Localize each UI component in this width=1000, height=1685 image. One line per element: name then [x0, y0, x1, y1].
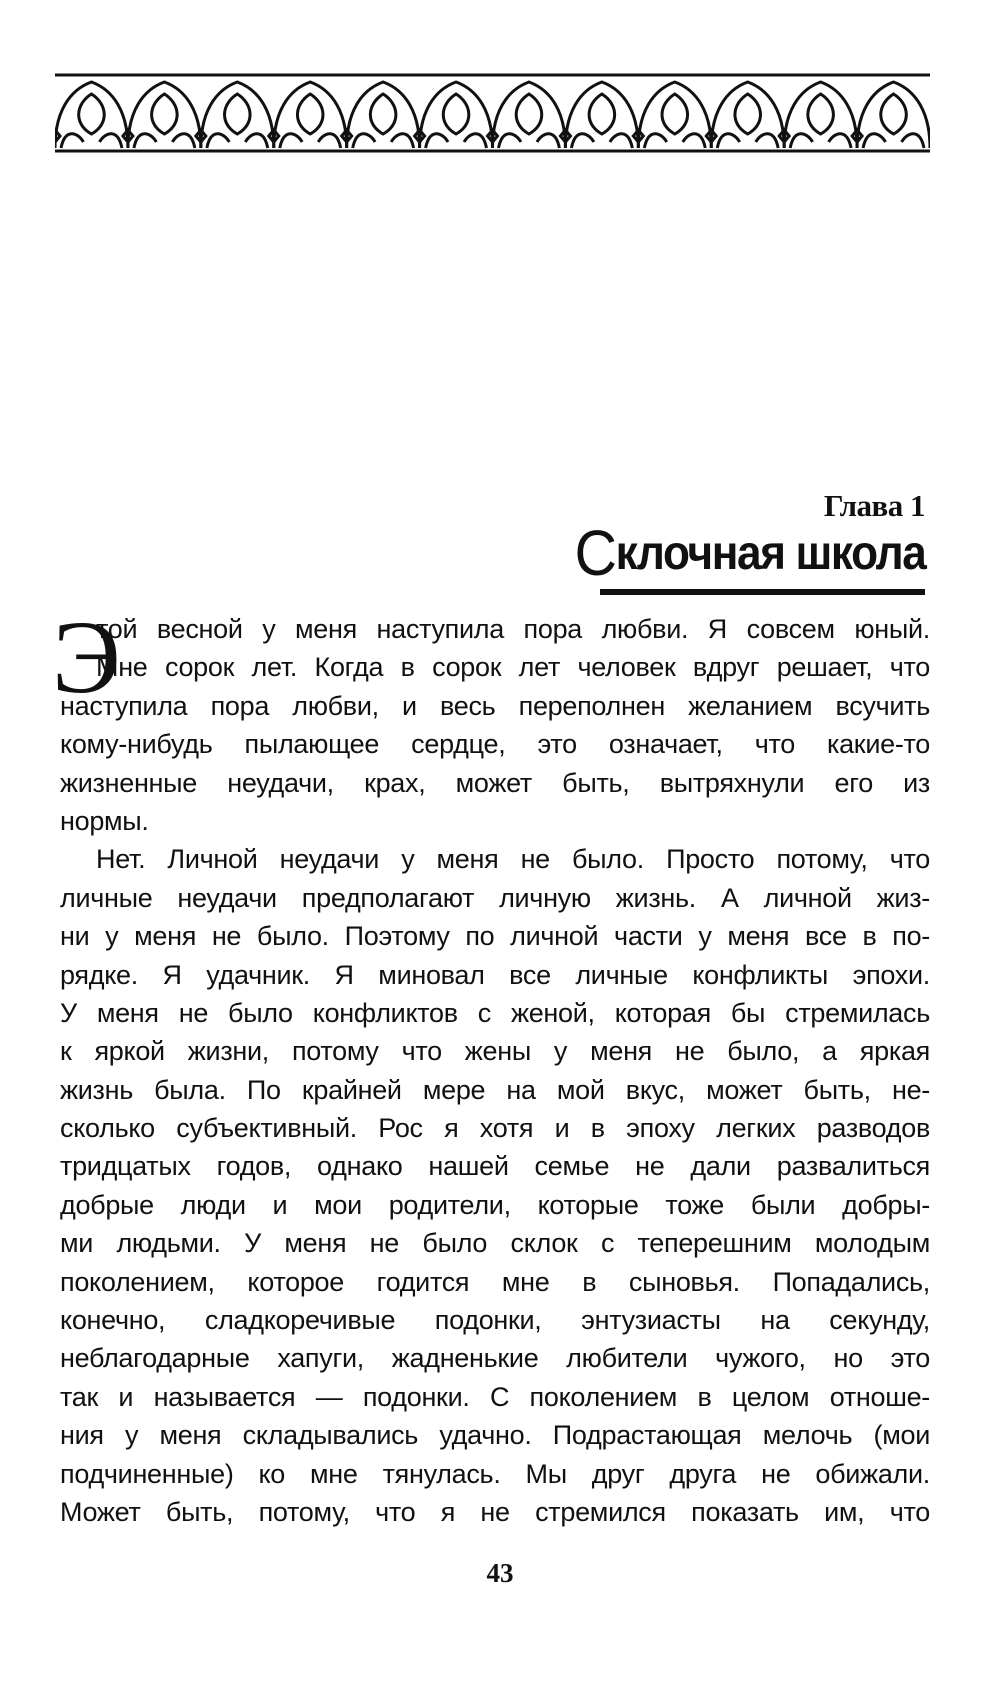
text-line: Нет. Личной неудачи у меня не было. Просто потому, что	[96, 844, 930, 875]
ornament-curl	[790, 134, 851, 148]
text-line: рядке. Я удачник. Я миновал все личные конфликты эпохи.	[60, 959, 930, 990]
drop-cap: Э	[52, 600, 121, 715]
chapter-title-rest: клочная школа	[615, 527, 925, 580]
decorative-ornament-border	[55, 72, 930, 154]
ornament-bud	[225, 94, 251, 134]
ornament-curl	[207, 134, 268, 148]
text-line: так и называется — подонки. С поколением в целом отноше-	[60, 1381, 930, 1412]
ornament-bud	[516, 94, 542, 134]
chapter-title	[574, 517, 925, 589]
text-line: неблагодарные хапуги, жадненькие любители чужого, но это	[60, 1343, 930, 1374]
chapter-label: Глава 1	[823, 488, 925, 523]
ornament-bud	[881, 94, 907, 134]
ornament-bud	[589, 94, 615, 134]
ornament-bud	[735, 94, 761, 134]
ornament-curl	[353, 134, 414, 148]
ornament-curl	[499, 134, 560, 148]
text-line: У меня не было конфликтов с женой, которая бы стремилась	[60, 997, 930, 1028]
ornament-bud	[152, 94, 178, 134]
text-line: подчиненные) ко мне тянулась. Мы друг друга не обижали.	[60, 1458, 930, 1489]
text-line: Мне сорок лет. Когда в сорок лет человек вдруг решает, что	[96, 652, 930, 683]
ornament-bud	[79, 94, 105, 134]
text-line: личные неудачи предполагают личную жизнь. А личной жиз-	[60, 882, 930, 913]
body-text	[60, 610, 930, 1531]
ornament-curl	[426, 134, 487, 148]
text-line: ния у меня складывались удачно. Подрастающая мелочь (мои	[60, 1420, 930, 1451]
chapter-title-initial: С	[574, 517, 616, 589]
text-line: ми людьми. У меня не было склок с теперешним молодым	[60, 1228, 930, 1259]
ornament-curl	[61, 134, 122, 148]
ornament-bud	[662, 94, 688, 134]
ornament-curl	[717, 134, 778, 148]
ornament-bud	[297, 94, 323, 134]
ornament-bud	[808, 94, 834, 134]
text-line: тридцатых годов, однако нашей семье не дали развалиться	[60, 1151, 930, 1182]
text-line: сколько субъективный. Рос я хотя и в эпоху легких разводов	[60, 1113, 930, 1144]
text-line: Может быть, потому, что я не стремился показать им, что	[60, 1496, 930, 1527]
text-line: к яркой жизни, потому что жены у меня не было, а яркая	[60, 1036, 930, 1067]
chapter-title-underline	[600, 589, 925, 595]
ornament-bud	[370, 94, 396, 134]
text-line: нормы.	[60, 805, 149, 836]
text-line: ни у меня не было. Поэтому по личной части у меня все в по-	[60, 921, 930, 952]
ornament-curl	[571, 134, 632, 148]
ornament-curl	[134, 134, 195, 148]
text-line: добрые люди и мои родители, которые тоже были добры-	[60, 1189, 930, 1220]
text-line: жизнь была. По крайней мере на мой вкус, может быть, не-	[60, 1074, 930, 1105]
text-line: кому-нибудь пылающее сердце, это означает, что какие-то	[60, 729, 930, 760]
text-line: той весной у меня наступила пора любви. Я совсем юный.	[96, 614, 930, 644]
ornament-curl	[863, 134, 924, 148]
text-line: жизненные неудачи, крах, может быть, вытряхнули его из	[60, 767, 930, 798]
ornament-curl	[644, 134, 705, 148]
text-line: поколением, которое годится мне в сыновья. Попадались,	[60, 1266, 930, 1297]
text-line: конечно, сладкоречивые подонки, энтузиасты на секунду,	[60, 1305, 930, 1336]
chapter-header	[544, 488, 925, 589]
page-number: 43	[486, 1558, 514, 1588]
text-line: наступила пора любви, и весь переполнен желанием всучить	[60, 690, 930, 721]
ornament-bud	[443, 94, 469, 134]
ornament-curl	[280, 134, 341, 148]
